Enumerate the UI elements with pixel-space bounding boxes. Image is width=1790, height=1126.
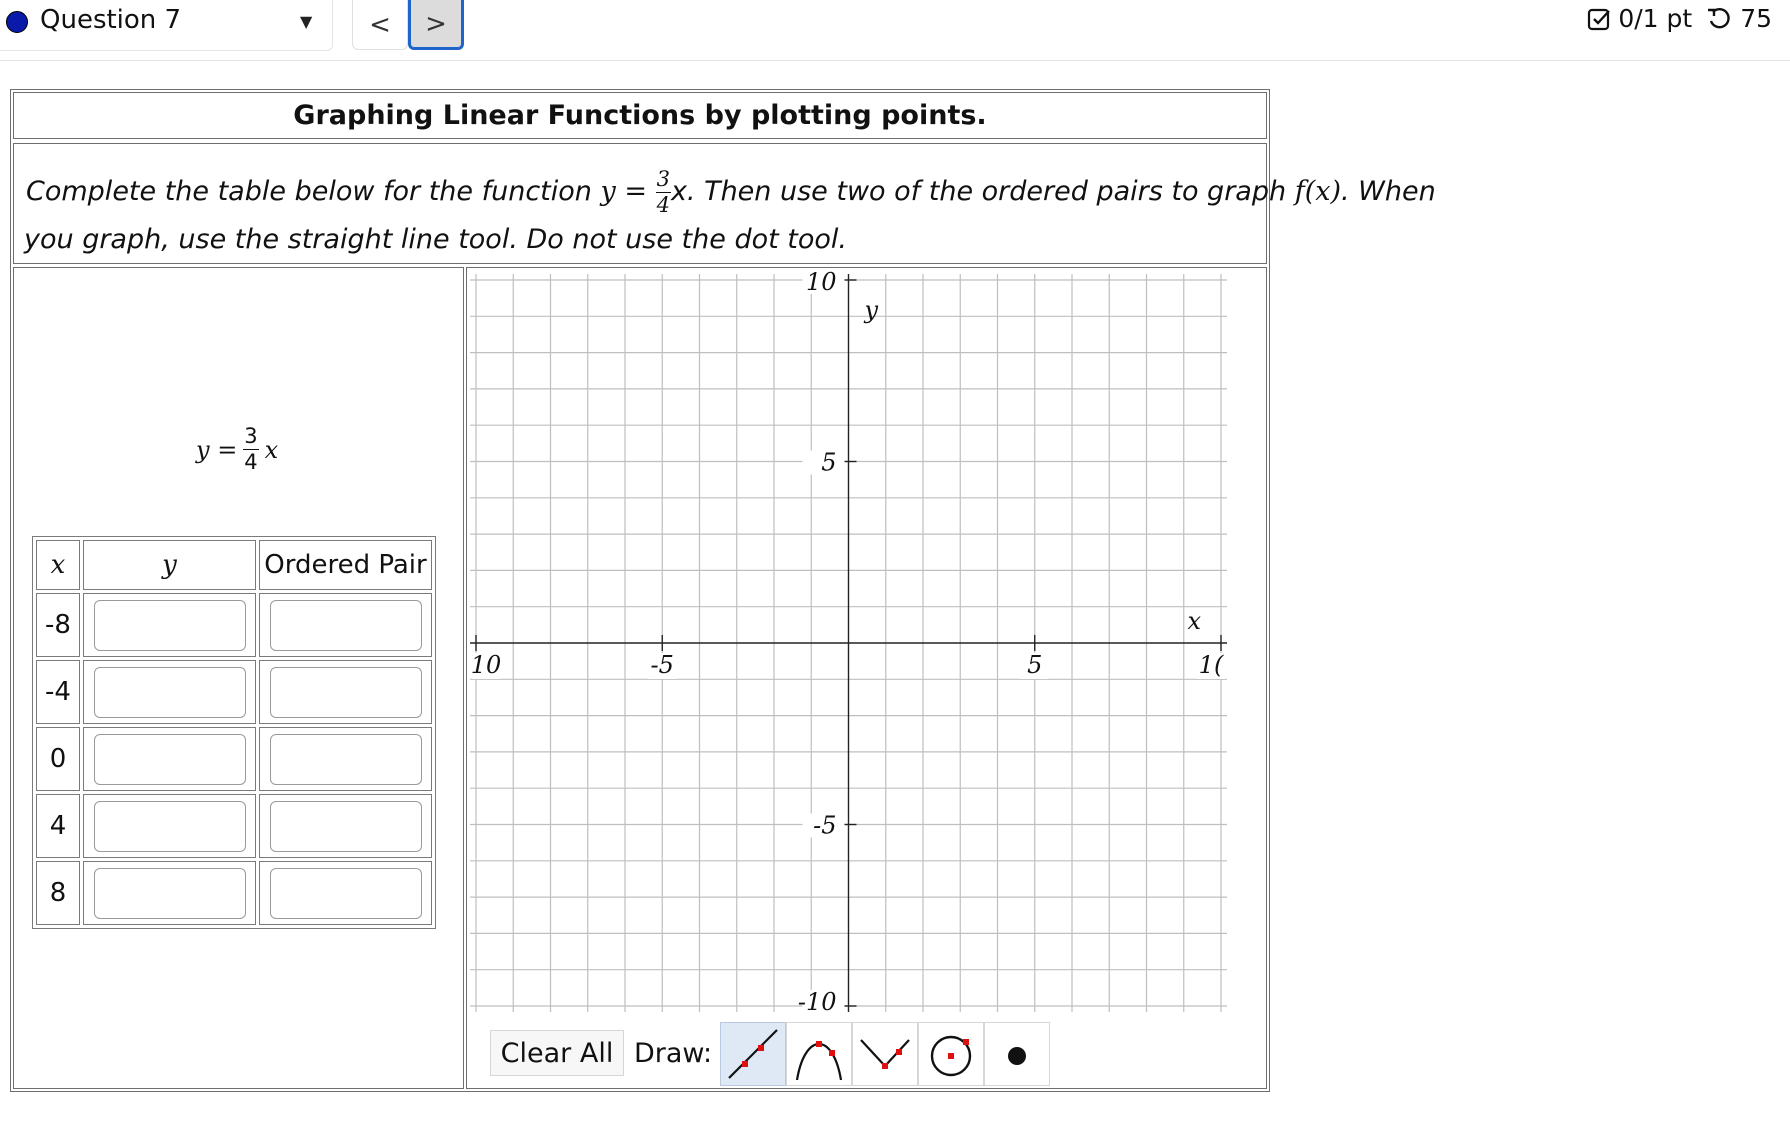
checkbox-icon [1586, 6, 1612, 32]
instr-fraction [656, 169, 671, 216]
absolute-value-tool-button[interactable] [852, 1022, 918, 1086]
question-selector[interactable] [0, 0, 333, 51]
x-tick-label: -5 [650, 651, 674, 679]
pair-cell [259, 660, 432, 724]
dot-tool-icon [989, 1026, 1045, 1082]
score-text: 0/1 pt [1618, 4, 1693, 33]
x-value: 0 [36, 727, 80, 791]
header-x: x [36, 540, 80, 590]
dot-tool-button[interactable] [984, 1022, 1050, 1086]
parabola-tool-icon [791, 1026, 847, 1082]
y-input[interactable] [94, 801, 246, 852]
pair-cell [259, 794, 432, 858]
pair-cell [259, 727, 432, 791]
instructions [13, 143, 1436, 264]
line-tool-button[interactable] [720, 1022, 786, 1086]
table-row [36, 660, 432, 724]
x-value: -8 [36, 593, 80, 657]
y-input[interactable] [94, 600, 246, 651]
x-value: 4 [36, 794, 80, 858]
table-row [36, 794, 432, 858]
instr-frac-den: 4 [656, 193, 670, 217]
top-bar [0, 0, 1790, 61]
formula-frac-den: 4 [244, 450, 258, 474]
y-tick-label: 5 [821, 448, 837, 477]
y-axis-label: y [864, 296, 879, 324]
ordered-pair-input[interactable] [270, 600, 422, 651]
instr-text-2: x. Then use two of the ordered pairs to graph [670, 176, 1287, 207]
instructions-line-2: you graph, use the straight line tool. Do not use the dot tool. [24, 224, 847, 255]
y-cell [83, 861, 256, 925]
y-cell [83, 794, 256, 858]
question-status-dot [6, 11, 28, 33]
pair-cell [259, 593, 432, 657]
ordered-pair-input[interactable] [270, 667, 422, 718]
y-cell [83, 593, 256, 657]
attempts-text: 75 [1740, 4, 1772, 33]
line-tool-icon [725, 1026, 781, 1082]
absolute-value-tool-icon [857, 1026, 913, 1082]
values-table [32, 536, 436, 929]
circle-tool-icon [923, 1026, 979, 1082]
table-row [36, 861, 432, 925]
y-tick-label: -10 [797, 988, 837, 1015]
circle-tool-button[interactable] [918, 1022, 984, 1086]
problem-title: Graphing Linear Functions by plotting points. [13, 92, 1267, 139]
instr-text-3: . When [1341, 176, 1436, 207]
x-tick-label: 10 [470, 651, 502, 679]
instr-text-1: Complete the table below for the function [26, 176, 592, 207]
ordered-pair-input[interactable] [270, 734, 422, 785]
y-cell [83, 727, 256, 791]
x-value: -4 [36, 660, 80, 724]
y-input[interactable] [94, 868, 246, 919]
instr-eq-lhs: y = [600, 176, 647, 207]
formula-fraction [243, 426, 258, 473]
ordered-pair-input[interactable] [270, 801, 422, 852]
table-header-row [36, 540, 432, 590]
formula [196, 426, 278, 473]
y-input[interactable] [94, 667, 246, 718]
pair-cell [259, 861, 432, 925]
graph-toolbar [490, 1022, 1050, 1084]
y-input[interactable] [94, 734, 246, 785]
table-row [36, 593, 432, 657]
previous-question-button[interactable]: < [352, 0, 408, 50]
parabola-tool-button[interactable] [786, 1022, 852, 1086]
y-tick-label: -5 [813, 811, 837, 840]
draw-label: Draw: [634, 1037, 713, 1069]
instr-frac-num: 3 [656, 167, 670, 191]
graph-area[interactable] [470, 270, 1250, 1015]
x-tick-label: 1( [1198, 651, 1224, 679]
table-row [36, 727, 432, 791]
score-area [1586, 4, 1772, 33]
formula-frac-num: 3 [244, 424, 258, 448]
instr-fx: f(x) [1294, 176, 1341, 207]
y-tick-label: 10 [805, 270, 837, 296]
caret-down-icon: ▼ [300, 12, 313, 31]
next-question-button[interactable]: > [408, 0, 464, 50]
question-label: Question 7 [40, 5, 182, 35]
clear-all-button[interactable]: Clear All [490, 1030, 624, 1076]
x-tick-label: 5 [1027, 651, 1043, 679]
x-axis-label: x [1187, 607, 1201, 635]
y-cell [83, 660, 256, 724]
formula-var: x [264, 435, 279, 464]
header-y: y [83, 540, 256, 590]
formula-lhs: y = [196, 435, 238, 464]
retry-icon [1706, 6, 1734, 32]
ordered-pair-input[interactable] [270, 868, 422, 919]
coordinate-grid[interactable] [470, 270, 1250, 1015]
instructions-line-1 [26, 169, 1436, 216]
x-value: 8 [36, 861, 80, 925]
header-ordered-pair: Ordered Pair [259, 540, 432, 590]
